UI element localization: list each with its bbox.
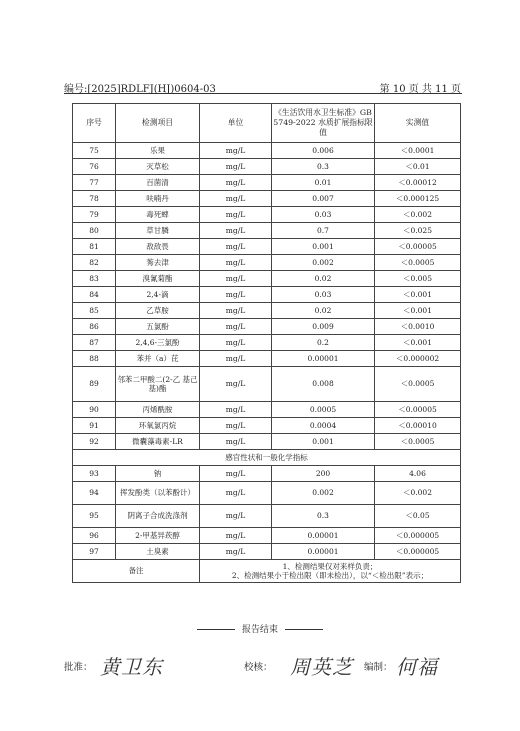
cell-no: 86 bbox=[73, 319, 116, 335]
cell-limit: 0.002 bbox=[272, 255, 375, 271]
table-row bbox=[73, 402, 461, 418]
cell-no: 83 bbox=[73, 271, 116, 287]
cell-unit: mg/L bbox=[200, 271, 272, 287]
cell-value: ＜0.05 bbox=[375, 505, 461, 528]
cell-unit: mg/L bbox=[200, 287, 272, 303]
col-header-item: 检测项目 bbox=[116, 104, 200, 143]
signature-row bbox=[64, 650, 464, 682]
table-row bbox=[73, 239, 461, 255]
cell-limit: 0.0004 bbox=[272, 418, 375, 434]
cell-unit: mg/L bbox=[200, 319, 272, 335]
table-row bbox=[73, 271, 461, 287]
cell-no: 85 bbox=[73, 303, 116, 319]
section-title: 感官性状和一般化学指标 bbox=[73, 450, 461, 466]
cell-limit: 0.001 bbox=[272, 434, 375, 450]
table-row bbox=[73, 544, 461, 560]
cell-unit: mg/L bbox=[200, 544, 272, 560]
cell-item: 莠去津 bbox=[116, 255, 200, 271]
cell-value: ＜0.001 bbox=[375, 303, 461, 319]
cell-unit: mg/L bbox=[200, 367, 272, 402]
cell-value: ＜0.0010 bbox=[375, 319, 461, 335]
cell-item: 敌敌畏 bbox=[116, 239, 200, 255]
cell-unit: mg/L bbox=[200, 466, 272, 482]
cell-unit: mg/L bbox=[200, 239, 272, 255]
cell-no: 76 bbox=[73, 159, 116, 175]
cell-limit: 200 bbox=[272, 466, 375, 482]
cell-item: 毒死蜱 bbox=[116, 207, 200, 223]
cell-value: ＜0.002 bbox=[375, 482, 461, 505]
cell-value: ＜0.025 bbox=[375, 223, 461, 239]
cell-item: 丙烯酰胺 bbox=[116, 402, 200, 418]
cell-no: 78 bbox=[73, 191, 116, 207]
cell-value: ＜0.01 bbox=[375, 159, 461, 175]
col-header-value: 实测值 bbox=[375, 104, 461, 143]
cell-value: ＜0.001 bbox=[375, 287, 461, 303]
cell-unit: mg/L bbox=[200, 402, 272, 418]
cell-value: ＜0.000005 bbox=[375, 528, 461, 544]
table-row bbox=[73, 351, 461, 367]
cell-item: 溴氰菊酯 bbox=[116, 271, 200, 287]
cell-value: ＜0.001 bbox=[375, 335, 461, 351]
cell-no: 89 bbox=[73, 367, 116, 402]
header-divider bbox=[64, 93, 462, 94]
cell-unit: mg/L bbox=[200, 351, 272, 367]
cell-item: 草甘膦 bbox=[116, 223, 200, 239]
cell-no: 87 bbox=[73, 335, 116, 351]
table-row bbox=[73, 159, 461, 175]
cell-no: 77 bbox=[73, 175, 116, 191]
cell-limit: 0.002 bbox=[272, 482, 375, 505]
cell-no: 94 bbox=[73, 482, 116, 505]
cell-item: 五氯酚 bbox=[116, 319, 200, 335]
approve-label: 批准： bbox=[64, 662, 93, 673]
table-row bbox=[73, 319, 461, 335]
cell-no: 96 bbox=[73, 528, 116, 544]
table-row bbox=[73, 223, 461, 239]
table-row bbox=[73, 287, 461, 303]
cell-limit: 0.009 bbox=[272, 319, 375, 335]
review-label: 校核： bbox=[244, 662, 273, 673]
table-row bbox=[73, 143, 461, 159]
cell-value: ＜0.000002 bbox=[375, 351, 461, 367]
table-row bbox=[73, 434, 461, 450]
cell-item: 土臭素 bbox=[116, 544, 200, 560]
end-dash-right bbox=[285, 629, 323, 630]
cell-item: 2-甲基异莰醇 bbox=[116, 528, 200, 544]
cell-unit: mg/L bbox=[200, 143, 272, 159]
cell-item: 邻苯二甲酸二(2-乙 基己基)酯 bbox=[116, 367, 200, 402]
cell-value: ＜0.0005 bbox=[375, 367, 461, 402]
cell-limit: 0.007 bbox=[272, 191, 375, 207]
remark-content bbox=[200, 560, 461, 583]
table-row bbox=[73, 528, 461, 544]
cell-no: 81 bbox=[73, 239, 116, 255]
cell-no: 91 bbox=[73, 418, 116, 434]
cell-limit: 0.0005 bbox=[272, 402, 375, 418]
cell-item: 阴离子合成洗涤剂 bbox=[116, 505, 200, 528]
table-row bbox=[73, 505, 461, 528]
cell-value: ＜0.000125 bbox=[375, 191, 461, 207]
cell-unit: mg/L bbox=[200, 482, 272, 505]
col-header-limit: 《生活饮用水卫生标准》GB 5749-2022 水质扩展指标限值 bbox=[272, 104, 375, 143]
cell-no: 88 bbox=[73, 351, 116, 367]
table-row bbox=[73, 335, 461, 351]
cell-no: 75 bbox=[73, 143, 116, 159]
table-row bbox=[73, 418, 461, 434]
cell-value: ＜0.00005 bbox=[375, 402, 461, 418]
end-dash-left bbox=[197, 629, 235, 630]
cell-no: 95 bbox=[73, 505, 116, 528]
cell-item: 苯并（a）芘 bbox=[116, 351, 200, 367]
report-end-text: 报告结束 bbox=[241, 625, 278, 635]
cell-limit: 0.008 bbox=[272, 367, 375, 402]
cell-item: 呋喃丹 bbox=[116, 191, 200, 207]
cell-value: ＜0.0005 bbox=[375, 434, 461, 450]
table-row bbox=[73, 367, 461, 402]
cell-no: 93 bbox=[73, 466, 116, 482]
cell-limit: 0.3 bbox=[272, 159, 375, 175]
cell-unit: mg/L bbox=[200, 175, 272, 191]
cell-no: 80 bbox=[73, 223, 116, 239]
cell-value: ＜0.00012 bbox=[375, 175, 461, 191]
cell-limit: 0.3 bbox=[272, 505, 375, 528]
cell-limit: 0.02 bbox=[272, 303, 375, 319]
cell-limit: 0.001 bbox=[272, 239, 375, 255]
col-header-no: 序号 bbox=[73, 104, 116, 143]
prepare-label: 编制： bbox=[364, 662, 393, 673]
table-row bbox=[73, 255, 461, 271]
table-row bbox=[73, 466, 461, 482]
cell-limit: 0.01 bbox=[272, 175, 375, 191]
cell-item: 环氧氯丙烷 bbox=[116, 418, 200, 434]
cell-unit: mg/L bbox=[200, 434, 272, 450]
cell-limit: 0.006 bbox=[272, 143, 375, 159]
cell-value: ＜0.0001 bbox=[375, 143, 461, 159]
cell-unit: mg/L bbox=[200, 303, 272, 319]
report-number: 编号:[2025]RDLFJ(HJ)0604-03 bbox=[64, 84, 216, 95]
cell-limit: 0.03 bbox=[272, 207, 375, 223]
remark-line: 1、检测结果仅对来样负责； bbox=[282, 561, 378, 571]
cell-limit: 0.00001 bbox=[272, 544, 375, 560]
cell-unit: mg/L bbox=[200, 255, 272, 271]
cell-unit: mg/L bbox=[200, 191, 272, 207]
table-row bbox=[73, 175, 461, 191]
cell-item: 挥发酚类（以苯酚计） bbox=[116, 482, 200, 505]
cell-item: 乙草胺 bbox=[116, 303, 200, 319]
report-end-marker bbox=[0, 622, 520, 635]
cell-item: 乐果 bbox=[116, 143, 200, 159]
review-signature: 周英芝 bbox=[290, 655, 353, 679]
remark-label: 备注 bbox=[73, 560, 200, 583]
cell-value: ＜0.00005 bbox=[375, 239, 461, 255]
cell-value: ＜0.000005 bbox=[375, 544, 461, 560]
cell-no: 82 bbox=[73, 255, 116, 271]
cell-item: 灭草松 bbox=[116, 159, 200, 175]
cell-no: 97 bbox=[73, 544, 116, 560]
cell-unit: mg/L bbox=[200, 335, 272, 351]
cell-no: 79 bbox=[73, 207, 116, 223]
cell-unit: mg/L bbox=[200, 223, 272, 239]
cell-unit: mg/L bbox=[200, 528, 272, 544]
table-row bbox=[73, 191, 461, 207]
cell-limit: 0.03 bbox=[272, 287, 375, 303]
cell-no: 90 bbox=[73, 402, 116, 418]
cell-limit: 0.7 bbox=[272, 223, 375, 239]
cell-item: 2,4-滴 bbox=[116, 287, 200, 303]
cell-limit: 0.00001 bbox=[272, 528, 375, 544]
prepare-signature: 何福 bbox=[396, 655, 438, 679]
cell-item: 2,4,6-三氯酚 bbox=[116, 335, 200, 351]
cell-value: ＜0.00010 bbox=[375, 418, 461, 434]
results-table bbox=[72, 103, 461, 583]
cell-value: ＜0.005 bbox=[375, 271, 461, 287]
section-row bbox=[73, 450, 461, 466]
cell-no: 84 bbox=[73, 287, 116, 303]
table-row bbox=[73, 482, 461, 505]
col-header-unit: 单位 bbox=[200, 104, 272, 143]
cell-value: ＜0.0005 bbox=[375, 255, 461, 271]
table-header-row bbox=[73, 104, 461, 143]
remark-row bbox=[73, 560, 461, 583]
cell-value: ＜0.002 bbox=[375, 207, 461, 223]
table-row bbox=[73, 207, 461, 223]
approve-signature: 黄卫东 bbox=[100, 655, 163, 679]
cell-item: 微囊藻毒素-LR bbox=[116, 434, 200, 450]
cell-item: 百菌清 bbox=[116, 175, 200, 191]
cell-limit: 0.00001 bbox=[272, 351, 375, 367]
page-info: 第 10 页 共 11 页 bbox=[379, 84, 461, 95]
cell-unit: mg/L bbox=[200, 159, 272, 175]
cell-limit: 0.2 bbox=[272, 335, 375, 351]
cell-unit: mg/L bbox=[200, 207, 272, 223]
cell-no: 92 bbox=[73, 434, 116, 450]
cell-unit: mg/L bbox=[200, 505, 272, 528]
table-row bbox=[73, 303, 461, 319]
cell-limit: 0.02 bbox=[272, 271, 375, 287]
remark-line: 2、检测结果小于检出限（即未检出），以“＜检出限”表示； bbox=[231, 571, 429, 580]
report-header bbox=[64, 80, 461, 94]
cell-item: 钠 bbox=[116, 466, 200, 482]
cell-unit: mg/L bbox=[200, 418, 272, 434]
cell-value: 4.06 bbox=[375, 466, 461, 482]
